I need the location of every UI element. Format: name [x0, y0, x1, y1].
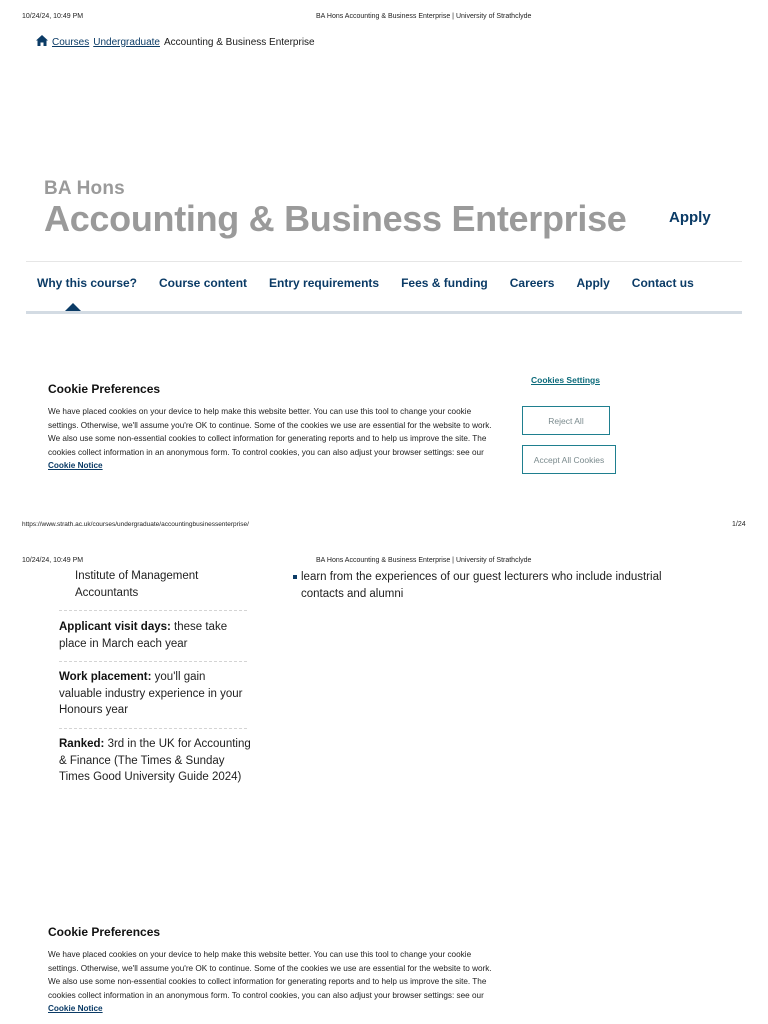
nav-underline	[26, 311, 742, 314]
cookie-title-2: Cookie Preferences	[48, 925, 161, 939]
list-item: learn from the experiences of our guest lecturers who include industrial contacts and alumni	[301, 571, 662, 600]
nav-active-indicator	[65, 303, 81, 311]
nav-contact-us[interactable]: Contact us	[631, 276, 694, 290]
nav-apply[interactable]: Apply	[576, 276, 610, 290]
home-icon[interactable]	[36, 35, 48, 49]
accept-all-cookies-button[interactable]: Accept All Cookies	[522, 445, 616, 474]
print-page-title: BA Hons Accounting & Business Enterprise | University of Strathclyde	[316, 13, 532, 20]
sidebar-divider	[59, 610, 247, 611]
sidebar-item-label: Ranked:	[59, 738, 105, 750]
nav-fees-funding[interactable]: Fees & funding	[401, 276, 488, 290]
nav-divider	[26, 261, 742, 262]
sidebar-divider	[59, 661, 247, 662]
sidebar-item	[59, 669, 251, 719]
breadcrumb	[36, 35, 315, 49]
sidebar-divider	[59, 728, 247, 729]
nav-why-this-course[interactable]: Why this course?	[37, 276, 138, 290]
cookie-body: We have placed cookies on your device to help make this website better. You can use this tool to change your cookie settings. Otherwise, we'll assume you're OK to continue. Some of the cookies we use are essential for the website to work. We also use some non-essential cookies to collect information for generating reports and to help us improve the site. The cookies collect information in an anonymous form. To control cookies, you can also adjust your browser settings: see our	[48, 407, 492, 457]
breadcrumb-current: Accounting & Business Enterprise	[163, 36, 315, 48]
sidebar-continued-text: Institute of Management Accountants	[75, 570, 199, 599]
nav-entry-requirements[interactable]: Entry requirements	[269, 276, 380, 290]
cookie-notice-link[interactable]: Cookie Notice	[48, 461, 103, 470]
cookie-title: Cookie Preferences	[48, 382, 161, 396]
apply-button[interactable]: Apply	[669, 209, 711, 226]
cookie-notice-link-2[interactable]: Cookie Notice	[48, 1004, 103, 1013]
breadcrumb-undergraduate-link[interactable]: Undergraduate	[93, 36, 160, 48]
course-degree: BA Hons	[44, 178, 125, 199]
print-page-number: 1/24	[732, 521, 746, 528]
print-datetime: 10/24/24, 10:49 PM	[22, 13, 84, 20]
print-page-title-2: BA Hons Accounting & Business Enterprise | University of Strathclyde	[316, 557, 532, 564]
nav-careers[interactable]: Careers	[509, 276, 555, 290]
sidebar-item	[59, 736, 251, 786]
cookies-settings-link[interactable]: Cookies Settings	[531, 375, 600, 385]
sidebar-item-text: 3rd in the UK for Accounting & Finance (The Times & Sunday Times Good University Guide 2024)	[59, 738, 251, 784]
sidebar-item-text: these take place in March each year	[59, 621, 228, 650]
print-url: https://www.strath.ac.uk/courses/undergraduate/accountingbusinessenterprise/	[22, 521, 249, 528]
course-title: Accounting & Business Enterprise	[44, 198, 627, 239]
reject-all-button[interactable]: Reject All	[522, 406, 610, 435]
sidebar-item	[59, 619, 251, 652]
cookie-text	[48, 405, 498, 473]
course-nav	[26, 276, 742, 290]
print-datetime-2: 10/24/24, 10:49 PM	[22, 557, 84, 564]
sidebar-item-label: Applicant visit days:	[59, 621, 171, 633]
sidebar-item-label: Work placement:	[59, 671, 152, 683]
cookie-body-2: We have placed cookies on your device to help make this website better. You can use this tool to change your cookie settings. Otherwise, we'll assume you're OK to continue. Some of the cookies we use are essential for the website to work. We also use some non-essential cookies to collect information for generating reports and to help us improve the site. The cookies collect information in an anonymous form. To control cookies, you can also adjust your browser settings: see our	[48, 950, 492, 1000]
breadcrumb-courses-link[interactable]: Courses	[52, 36, 90, 48]
cookie-text-2	[48, 948, 498, 1016]
sidebar-item-text: you'll gain valuable industry experience in your Honours year	[59, 671, 243, 717]
nav-course-content[interactable]: Course content	[159, 276, 248, 290]
bullet-icon	[293, 575, 297, 579]
